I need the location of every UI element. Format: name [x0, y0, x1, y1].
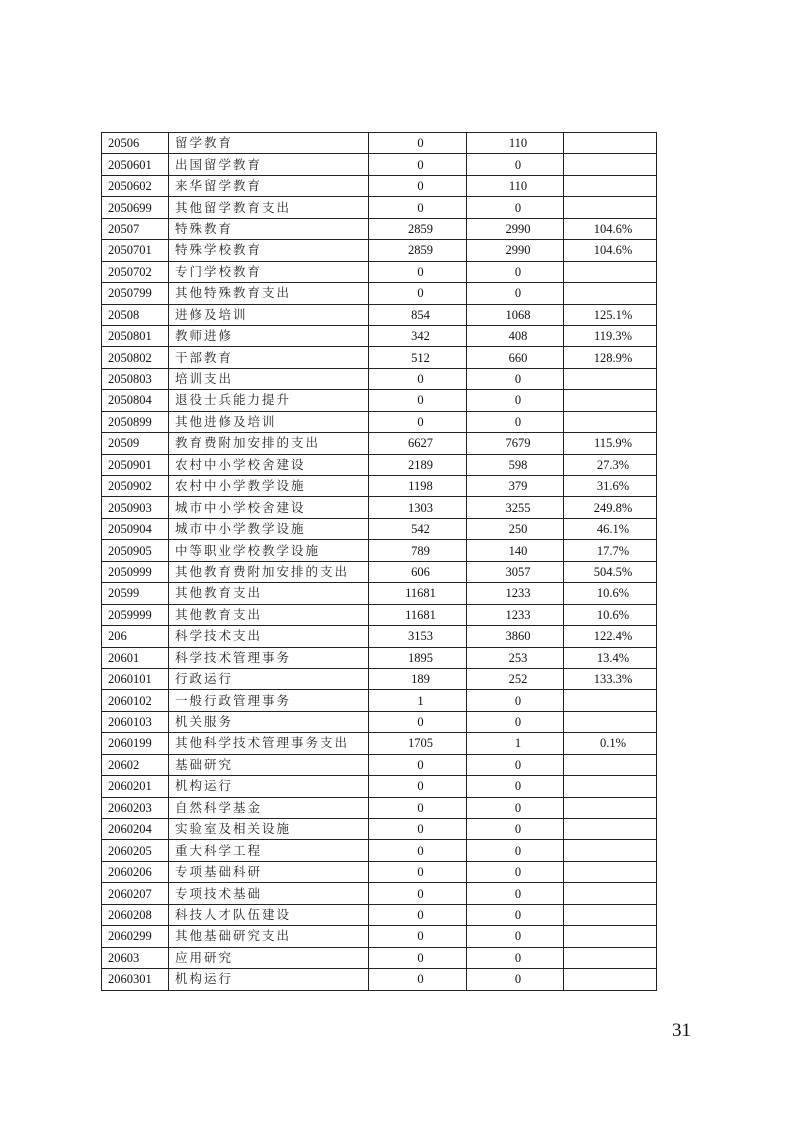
table-row [102, 261, 657, 282]
prev-year-cell: 0 [369, 883, 467, 904]
prev-year-cell: 11681 [369, 604, 467, 625]
curr-year-cell: 0 [467, 197, 564, 218]
prev-year-cell: 6627 [369, 433, 467, 454]
percent-cell [564, 197, 657, 218]
code-cell: 2060208 [102, 904, 169, 925]
table-row [102, 133, 657, 154]
percent-cell [564, 133, 657, 154]
name-cell: 专项基础科研 [169, 861, 369, 882]
curr-year-cell: 0 [467, 819, 564, 840]
table-row [102, 518, 657, 539]
code-cell: 2050602 [102, 175, 169, 196]
table-row [102, 197, 657, 218]
name-cell: 城市中小学教学设施 [169, 518, 369, 539]
table-row [102, 711, 657, 732]
prev-year-cell: 542 [369, 518, 467, 539]
table-row [102, 969, 657, 990]
percent-cell [564, 904, 657, 925]
curr-year-cell: 1233 [467, 583, 564, 604]
prev-year-cell: 0 [369, 969, 467, 990]
curr-year-cell: 110 [467, 175, 564, 196]
prev-year-cell: 0 [369, 283, 467, 304]
prev-year-cell: 0 [369, 261, 467, 282]
curr-year-cell: 0 [467, 690, 564, 711]
name-cell: 其他教育支出 [169, 583, 369, 604]
table-row [102, 861, 657, 882]
table-row [102, 411, 657, 432]
table-row [102, 754, 657, 775]
prev-year-cell: 512 [369, 347, 467, 368]
code-cell: 2050799 [102, 283, 169, 304]
table-row [102, 347, 657, 368]
curr-year-cell: 0 [467, 711, 564, 732]
table-row [102, 175, 657, 196]
percent-cell: 504.5% [564, 561, 657, 582]
name-cell: 其他基础研究支出 [169, 926, 369, 947]
table-row [102, 240, 657, 261]
code-cell: 2059999 [102, 604, 169, 625]
curr-year-cell: 3057 [467, 561, 564, 582]
table-row [102, 776, 657, 797]
table-row [102, 904, 657, 925]
prev-year-cell: 0 [369, 904, 467, 925]
table-row [102, 604, 657, 625]
percent-cell: 125.1% [564, 304, 657, 325]
code-cell: 2060102 [102, 690, 169, 711]
name-cell: 出国留学教育 [169, 154, 369, 175]
name-cell: 重大科学工程 [169, 840, 369, 861]
percent-cell [564, 969, 657, 990]
prev-year-cell: 11681 [369, 583, 467, 604]
percent-cell [564, 411, 657, 432]
code-cell: 2060301 [102, 969, 169, 990]
table-row [102, 561, 657, 582]
table-row [102, 690, 657, 711]
code-cell: 2050803 [102, 368, 169, 389]
percent-cell [564, 711, 657, 732]
table-row [102, 626, 657, 647]
code-cell: 2060203 [102, 797, 169, 818]
prev-year-cell: 0 [369, 926, 467, 947]
code-cell: 2050802 [102, 347, 169, 368]
prev-year-cell: 0 [369, 776, 467, 797]
code-cell: 20508 [102, 304, 169, 325]
name-cell: 基础研究 [169, 754, 369, 775]
curr-year-cell: 0 [467, 797, 564, 818]
name-cell: 教育费附加安排的支出 [169, 433, 369, 454]
table-row [102, 947, 657, 968]
curr-year-cell: 110 [467, 133, 564, 154]
percent-cell: 119.3% [564, 325, 657, 346]
name-cell: 科学技术管理事务 [169, 647, 369, 668]
curr-year-cell: 0 [467, 261, 564, 282]
table-row [102, 497, 657, 518]
page-number: 31 [672, 1020, 691, 1041]
curr-year-cell: 1068 [467, 304, 564, 325]
curr-year-cell: 140 [467, 540, 564, 561]
code-cell: 20506 [102, 133, 169, 154]
percent-cell [564, 175, 657, 196]
name-cell: 特殊学校教育 [169, 240, 369, 261]
curr-year-cell: 379 [467, 476, 564, 497]
prev-year-cell: 0 [369, 133, 467, 154]
prev-year-cell: 0 [369, 175, 467, 196]
curr-year-cell: 3860 [467, 626, 564, 647]
percent-cell [564, 926, 657, 947]
table-row [102, 819, 657, 840]
budget-table [101, 132, 657, 991]
table-row [102, 797, 657, 818]
table-row [102, 454, 657, 475]
code-cell: 2050999 [102, 561, 169, 582]
curr-year-cell: 0 [467, 154, 564, 175]
table-row [102, 368, 657, 389]
code-cell: 2060207 [102, 883, 169, 904]
percent-cell: 122.4% [564, 626, 657, 647]
curr-year-cell: 250 [467, 518, 564, 539]
prev-year-cell: 2859 [369, 240, 467, 261]
name-cell: 机构运行 [169, 969, 369, 990]
prev-year-cell: 0 [369, 797, 467, 818]
prev-year-cell: 0 [369, 819, 467, 840]
name-cell: 培训支出 [169, 368, 369, 389]
prev-year-cell: 854 [369, 304, 467, 325]
table-row [102, 883, 657, 904]
name-cell: 其他教育支出 [169, 604, 369, 625]
name-cell: 实验室及相关设施 [169, 819, 369, 840]
percent-cell [564, 883, 657, 904]
name-cell: 行政运行 [169, 668, 369, 689]
table-row [102, 218, 657, 239]
table-row [102, 840, 657, 861]
curr-year-cell: 0 [467, 904, 564, 925]
prev-year-cell: 606 [369, 561, 467, 582]
prev-year-cell: 2859 [369, 218, 467, 239]
name-cell: 进修及培训 [169, 304, 369, 325]
percent-cell [564, 690, 657, 711]
code-cell: 2050899 [102, 411, 169, 432]
code-cell: 2050701 [102, 240, 169, 261]
percent-cell: 128.9% [564, 347, 657, 368]
name-cell: 中等职业学校教学设施 [169, 540, 369, 561]
percent-cell [564, 754, 657, 775]
name-cell: 其他教育费附加安排的支出 [169, 561, 369, 582]
prev-year-cell: 0 [369, 411, 467, 432]
curr-year-cell: 0 [467, 754, 564, 775]
percent-cell [564, 261, 657, 282]
percent-cell: 46.1% [564, 518, 657, 539]
curr-year-cell: 0 [467, 368, 564, 389]
name-cell: 来华留学教育 [169, 175, 369, 196]
prev-year-cell: 0 [369, 368, 467, 389]
table-row [102, 325, 657, 346]
prev-year-cell: 1198 [369, 476, 467, 497]
code-cell: 20603 [102, 947, 169, 968]
prev-year-cell: 789 [369, 540, 467, 561]
curr-year-cell: 0 [467, 969, 564, 990]
code-cell: 2050902 [102, 476, 169, 497]
curr-year-cell: 0 [467, 390, 564, 411]
code-cell: 2050804 [102, 390, 169, 411]
percent-cell [564, 776, 657, 797]
name-cell: 专门学校教育 [169, 261, 369, 282]
prev-year-cell: 0 [369, 154, 467, 175]
prev-year-cell: 0 [369, 197, 467, 218]
prev-year-cell: 0 [369, 840, 467, 861]
name-cell: 一般行政管理事务 [169, 690, 369, 711]
prev-year-cell: 3153 [369, 626, 467, 647]
code-cell: 2060206 [102, 861, 169, 882]
code-cell: 2060103 [102, 711, 169, 732]
prev-year-cell: 2189 [369, 454, 467, 475]
table-row [102, 476, 657, 497]
name-cell: 其他特殊教育支出 [169, 283, 369, 304]
prev-year-cell: 0 [369, 390, 467, 411]
code-cell: 20507 [102, 218, 169, 239]
curr-year-cell: 0 [467, 776, 564, 797]
code-cell: 2060101 [102, 668, 169, 689]
percent-cell [564, 819, 657, 840]
code-cell: 2050903 [102, 497, 169, 518]
name-cell: 自然科学基金 [169, 797, 369, 818]
code-cell: 2050901 [102, 454, 169, 475]
code-cell: 2060204 [102, 819, 169, 840]
percent-cell [564, 840, 657, 861]
curr-year-cell: 252 [467, 668, 564, 689]
table-row [102, 283, 657, 304]
percent-cell: 13.4% [564, 647, 657, 668]
table-row [102, 583, 657, 604]
percent-cell [564, 947, 657, 968]
prev-year-cell: 1 [369, 690, 467, 711]
prev-year-cell: 1895 [369, 647, 467, 668]
name-cell: 干部教育 [169, 347, 369, 368]
percent-cell: 10.6% [564, 604, 657, 625]
name-cell: 科技人才队伍建设 [169, 904, 369, 925]
name-cell: 农村中小学教学设施 [169, 476, 369, 497]
name-cell: 应用研究 [169, 947, 369, 968]
table-row [102, 154, 657, 175]
name-cell: 留学教育 [169, 133, 369, 154]
code-cell: 2050601 [102, 154, 169, 175]
table-row [102, 304, 657, 325]
code-cell: 206 [102, 626, 169, 647]
curr-year-cell: 253 [467, 647, 564, 668]
percent-cell: 104.6% [564, 240, 657, 261]
percent-cell [564, 283, 657, 304]
curr-year-cell: 0 [467, 883, 564, 904]
name-cell: 其他科学技术管理事务支出 [169, 733, 369, 754]
percent-cell: 133.3% [564, 668, 657, 689]
curr-year-cell: 0 [467, 411, 564, 432]
percent-cell: 31.6% [564, 476, 657, 497]
prev-year-cell: 1303 [369, 497, 467, 518]
curr-year-cell: 1 [467, 733, 564, 754]
table-row [102, 540, 657, 561]
prev-year-cell: 1705 [369, 733, 467, 754]
code-cell: 2060205 [102, 840, 169, 861]
name-cell: 科学技术支出 [169, 626, 369, 647]
table-row [102, 647, 657, 668]
percent-cell: 249.8% [564, 497, 657, 518]
name-cell: 专项技术基础 [169, 883, 369, 904]
prev-year-cell: 0 [369, 861, 467, 882]
name-cell: 其他留学教育支出 [169, 197, 369, 218]
curr-year-cell: 7679 [467, 433, 564, 454]
code-cell: 2050702 [102, 261, 169, 282]
table-row [102, 390, 657, 411]
name-cell: 农村中小学校舍建设 [169, 454, 369, 475]
curr-year-cell: 1233 [467, 604, 564, 625]
table-row [102, 668, 657, 689]
code-cell: 2050801 [102, 325, 169, 346]
code-cell: 2060299 [102, 926, 169, 947]
table-row [102, 733, 657, 754]
name-cell: 退役士兵能力提升 [169, 390, 369, 411]
code-cell: 20602 [102, 754, 169, 775]
percent-cell [564, 797, 657, 818]
budget-table-body [102, 133, 657, 991]
percent-cell [564, 154, 657, 175]
curr-year-cell: 0 [467, 947, 564, 968]
name-cell: 机构运行 [169, 776, 369, 797]
percent-cell: 10.6% [564, 583, 657, 604]
code-cell: 2050904 [102, 518, 169, 539]
percent-cell: 27.3% [564, 454, 657, 475]
name-cell: 特殊教育 [169, 218, 369, 239]
prev-year-cell: 342 [369, 325, 467, 346]
name-cell: 教师进修 [169, 325, 369, 346]
table-row [102, 926, 657, 947]
code-cell: 2050905 [102, 540, 169, 561]
code-cell: 2050699 [102, 197, 169, 218]
percent-cell [564, 390, 657, 411]
percent-cell: 17.7% [564, 540, 657, 561]
code-cell: 2060201 [102, 776, 169, 797]
percent-cell: 0.1% [564, 733, 657, 754]
curr-year-cell: 408 [467, 325, 564, 346]
code-cell: 20601 [102, 647, 169, 668]
curr-year-cell: 3255 [467, 497, 564, 518]
name-cell: 城市中小学校舍建设 [169, 497, 369, 518]
curr-year-cell: 598 [467, 454, 564, 475]
code-cell: 2060199 [102, 733, 169, 754]
curr-year-cell: 0 [467, 840, 564, 861]
prev-year-cell: 189 [369, 668, 467, 689]
curr-year-cell: 0 [467, 283, 564, 304]
percent-cell [564, 861, 657, 882]
percent-cell: 104.6% [564, 218, 657, 239]
name-cell: 其他进修及培训 [169, 411, 369, 432]
code-cell: 20599 [102, 583, 169, 604]
curr-year-cell: 0 [467, 861, 564, 882]
curr-year-cell: 2990 [467, 240, 564, 261]
name-cell: 机关服务 [169, 711, 369, 732]
prev-year-cell: 0 [369, 947, 467, 968]
curr-year-cell: 0 [467, 926, 564, 947]
percent-cell: 115.9% [564, 433, 657, 454]
code-cell: 20509 [102, 433, 169, 454]
curr-year-cell: 2990 [467, 218, 564, 239]
prev-year-cell: 0 [369, 754, 467, 775]
prev-year-cell: 0 [369, 711, 467, 732]
percent-cell [564, 368, 657, 389]
table-row [102, 433, 657, 454]
curr-year-cell: 660 [467, 347, 564, 368]
